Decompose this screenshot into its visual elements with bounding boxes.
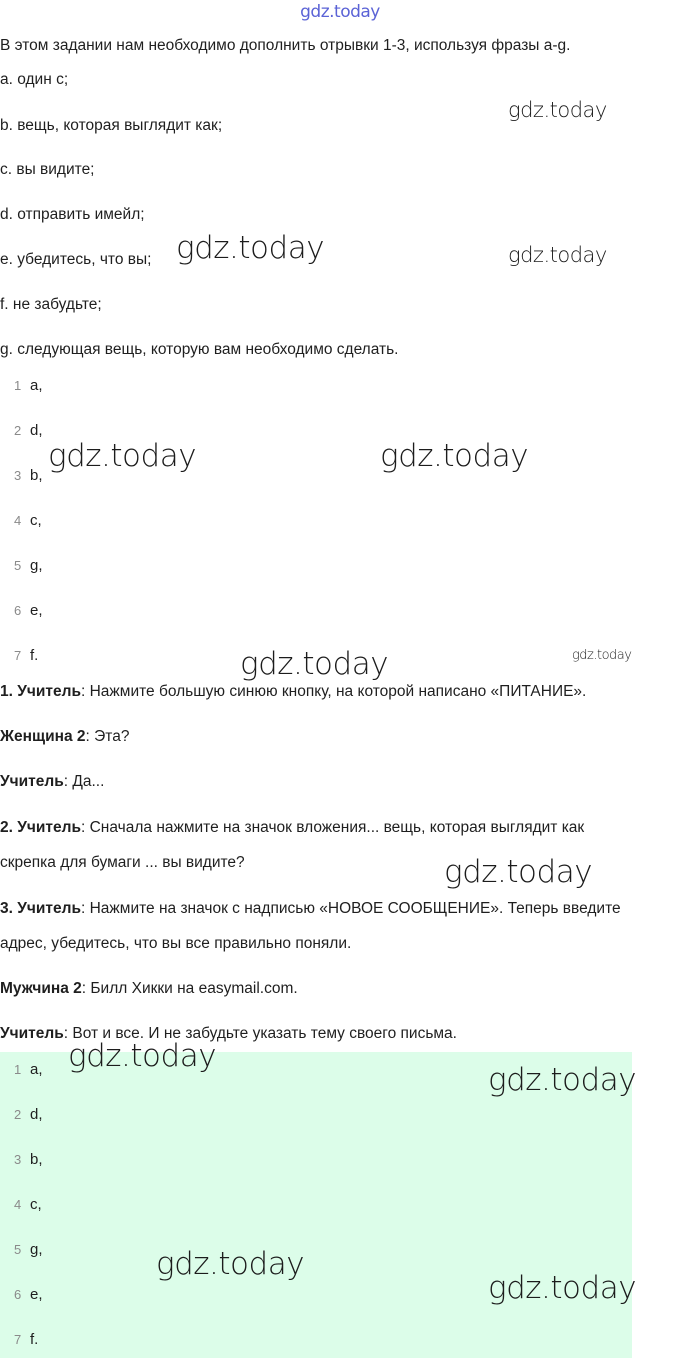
dialogue-line: скрепка для бумаги ... вы видите?: [0, 854, 245, 871]
watermark: gdz.today: [488, 1062, 637, 1098]
watermark: gdz.today: [508, 98, 607, 122]
dialogue-line: Учитель: Да...: [0, 773, 105, 790]
watermark: gdz.today: [380, 438, 529, 474]
list-item: 5 g,: [14, 557, 43, 574]
answer-box: [0, 1052, 632, 1358]
list-item: 3 b,: [14, 467, 43, 484]
watermark: gdz.today: [240, 646, 389, 682]
dialogue-line: Учитель: Вот и все. И не забудьте указать тему своего письма.: [0, 1025, 457, 1042]
dialogue-line: 1. Учитель: Нажмите большую синюю кнопку, на которой написано «ПИТАНИЕ».: [0, 683, 587, 700]
watermark: gdz.today: [508, 243, 607, 267]
dialogue-line: адрес, убедитесь, что вы все правильно поняли.: [0, 935, 352, 952]
watermark: gdz.today: [68, 1038, 217, 1074]
phrase-c: c. вы видите;: [0, 161, 95, 178]
dialogue-line: 2. Учитель: Сначала нажмите на значок вложения... вещь, которая выглядит как: [0, 819, 585, 836]
phrase-g: g. следующая вещь, которую вам необходимо сделать.: [0, 341, 399, 358]
phrase-a: a. один с;: [0, 71, 69, 88]
dialogue-line: Мужчина 2: Билл Хикки на easymail.com.: [0, 980, 298, 997]
phrase-d: d. отправить имейл;: [0, 206, 145, 223]
phrase-f: f. не забудьте;: [0, 296, 102, 313]
watermark: gdz.today: [156, 1246, 305, 1282]
list-item: 6 e,: [14, 1286, 43, 1303]
list-item: 7 f.: [14, 647, 39, 664]
list-item: 4 c,: [14, 512, 42, 529]
phrase-b: b. вещь, которая выглядит как;: [0, 117, 223, 134]
site-logo[interactable]: gdz.today: [300, 2, 380, 22]
intro-text: В этом задании нам необходимо дополнить отрывки 1-3, используя фразы a-g.: [0, 37, 571, 54]
list-item: 4 c,: [14, 1196, 42, 1213]
list-item: 2 d,: [14, 1106, 43, 1123]
dialogue-line: Женщина 2: Эта?: [0, 728, 130, 745]
list-item: 2 d,: [14, 422, 43, 439]
watermark: gdz.today: [176, 230, 325, 266]
list-item: 7 f.: [14, 1331, 39, 1348]
list-item: 6 e,: [14, 602, 43, 619]
list-item: 3 b,: [14, 1151, 43, 1168]
phrase-e: e. убедитесь, что вы;: [0, 251, 152, 268]
dialogue-line: 3. Учитель: Нажмите на значок с надписью «НОВОЕ СООБЩЕНИЕ». Теперь введите: [0, 900, 621, 917]
watermark: gdz.today: [488, 1270, 637, 1306]
list-item: 1 a,: [14, 1061, 43, 1078]
watermark: gdz.today: [48, 438, 197, 474]
list-item: 5 g,: [14, 1241, 43, 1258]
watermark: gdz.today: [572, 648, 632, 663]
watermark: gdz.today: [444, 854, 593, 890]
list-item: 1 a,: [14, 377, 43, 394]
